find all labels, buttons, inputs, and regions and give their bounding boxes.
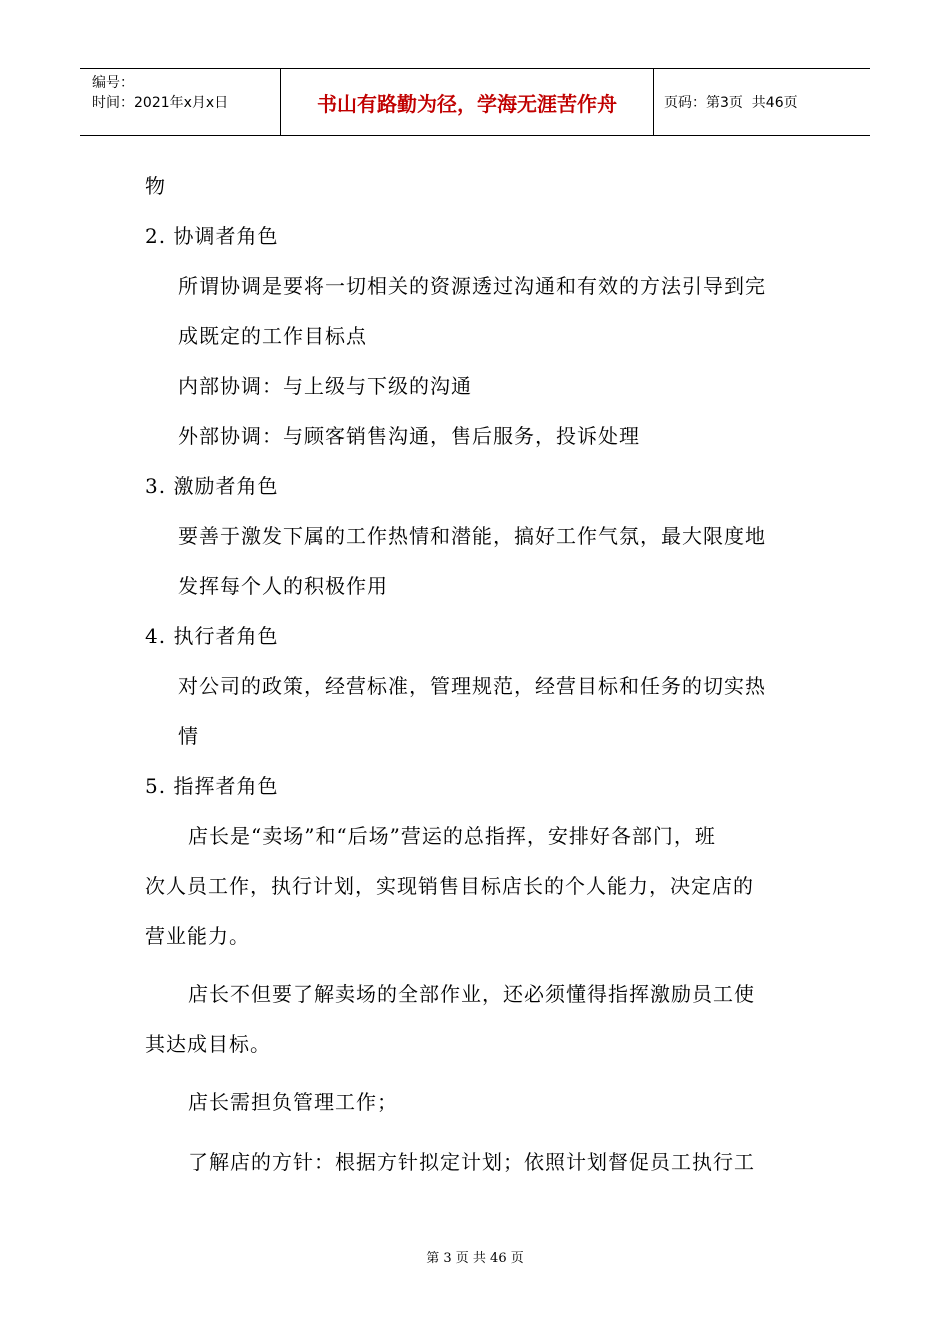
page-footer: 第 3 页 共 46 页 — [426, 1251, 524, 1266]
section-heading: 2. 协调者角色 — [145, 224, 279, 248]
text-line: 外部协调：与顾客销售沟通，售后服务，投诉处理 — [178, 424, 640, 448]
text-line: 成既定的工作目标点 — [178, 324, 367, 348]
time-label: 时间：2021年x月x日 — [92, 95, 229, 111]
text-line: 其达成目标。 — [145, 1032, 271, 1056]
text-line: 发挥每个人的积极作用 — [178, 574, 388, 598]
text-line: 情 — [178, 724, 199, 748]
text-line: 内部协调：与上级与下级的沟通 — [178, 374, 472, 398]
text-line: 营业能力。 — [145, 924, 250, 948]
text-line: 店长需担负管理工作； — [188, 1090, 398, 1114]
page-info-text: 页码：第3页 共46页 — [664, 95, 798, 111]
header-meta — [80, 69, 281, 135]
number-label: 编号： — [92, 75, 134, 91]
section-heading: 5. 指挥者角色 — [145, 774, 279, 798]
text-line: 店长不但要了解卖场的全部作业，还必须懂得指挥激励员工使 — [188, 982, 755, 1006]
section-heading: 4. 执行者角色 — [145, 624, 279, 648]
text-line: 所谓协调是要将一切相关的资源透过沟通和有效的方法引导到完 — [178, 274, 766, 298]
text-line: 要善于激发下属的工作热情和潜能，搞好工作气氛，最大限度地 — [178, 524, 766, 548]
text-line: 物 — [145, 174, 166, 198]
page-header — [80, 68, 870, 136]
header-page-info — [654, 69, 870, 135]
text-line: 次人员工作，执行计划，实现销售目标店长的个人能力，决定店的 — [145, 874, 754, 898]
text-line: 对公司的政策，经营标准，管理规范，经营目标和任务的切实热 — [178, 674, 766, 698]
header-motto: 书山有路勤为径，学海无涯苦作舟 — [281, 69, 654, 135]
section-heading: 3. 激励者角色 — [145, 474, 279, 498]
text-line: 了解店的方针：根据方针拟定计划；依照计划督促员工执行工 — [188, 1150, 755, 1174]
text-line: 店长是“卖场”和“后场”营运的总指挥，安排好各部门，班 — [188, 824, 716, 848]
